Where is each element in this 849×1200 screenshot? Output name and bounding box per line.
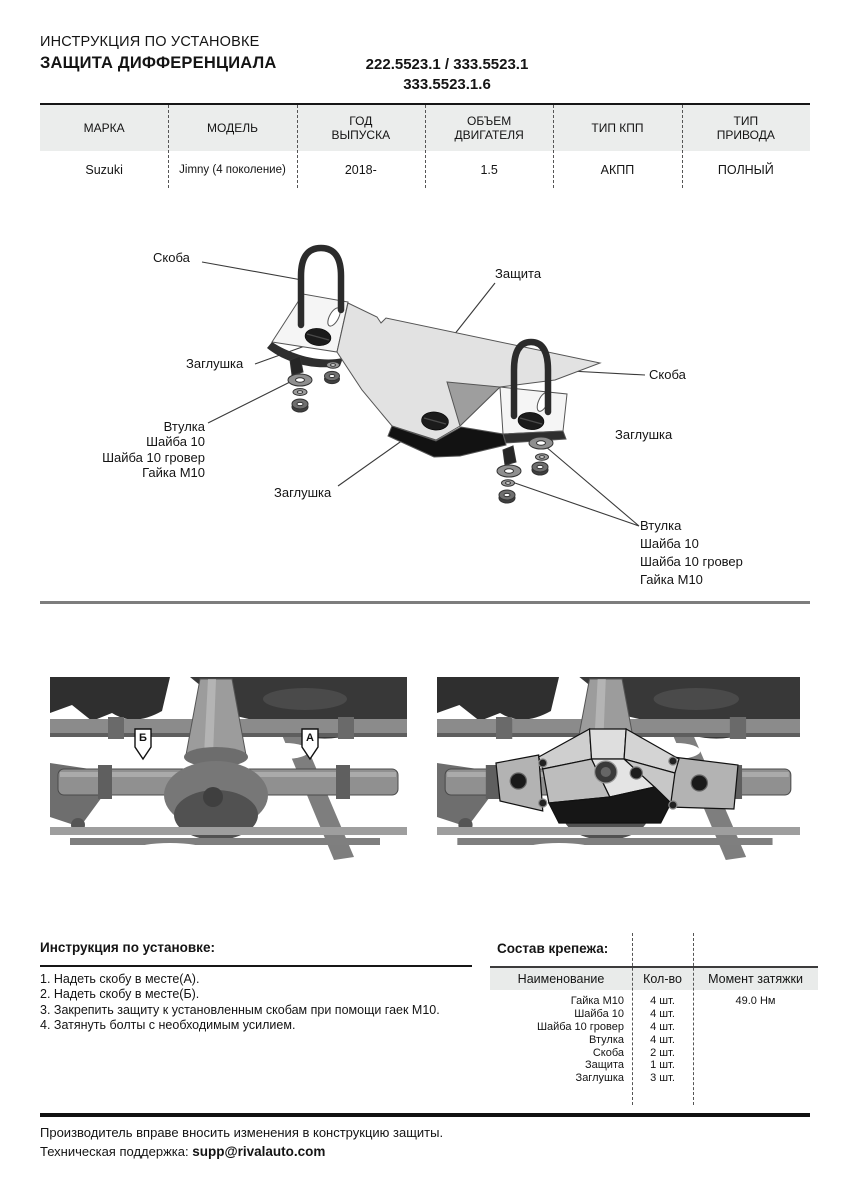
underbody-photo-after <box>437 677 800 860</box>
step-4: 4. Затянуть болты с необходимым усилием. <box>40 1017 296 1032</box>
cell-gearbox: АКПП <box>600 162 635 177</box>
label-zaglushka-left: Заглушка <box>186 356 244 371</box>
footer-divider <box>40 1113 810 1117</box>
doc-title: ЗАЩИТА ДИФФЕРЕНЦИАЛА <box>40 54 277 72</box>
vehicle-table <box>40 103 810 188</box>
section-divider <box>40 601 810 604</box>
step-2: 2. Надеть скобу в месте(Б). <box>40 987 200 1002</box>
instruction-steps <box>40 972 480 1033</box>
col-header-gearbox: ТИП КПП <box>591 121 644 135</box>
vehicle-table-data-row <box>40 151 810 188</box>
col-header-torque: Момент затяжки <box>708 972 803 986</box>
photo-mounting-points <box>50 677 407 860</box>
cell-engine: 1.5 <box>480 162 498 177</box>
hardware-table <box>490 933 818 1105</box>
col-header-model: МОДЕЛЬ <box>207 121 258 135</box>
table-row: Заглушка 3 шт. <box>575 1072 675 1085</box>
exploded-view-diagram <box>40 230 810 600</box>
marker-b-label: Б <box>139 732 147 744</box>
hardware-title: Состав крепежа: <box>497 941 609 956</box>
cell-model: Jimny (4 поколение) <box>179 163 286 176</box>
col-header-drive: ТИП ПРИВОДА <box>716 114 775 142</box>
hardware-rows <box>490 995 818 1085</box>
label-skoba-right: Скоба <box>649 367 686 382</box>
washer-hole <box>296 378 305 382</box>
label-fastener-stack-left: Втулка Шайба 10 Шайба 10 гровер Гайка М10 <box>102 419 205 481</box>
footer-support <box>40 1144 325 1159</box>
doc-subtitle: ИНСТРУКЦИЯ ПО УСТАНОВКЕ <box>40 34 260 50</box>
cell-drive: ПОЛНЫЙ <box>717 162 774 177</box>
label-zaglushka-right: Заглушка <box>615 427 673 442</box>
col-header-year: ГОД ВЫПУСКА <box>331 114 391 142</box>
support-email: supp@rivalauto.com <box>192 1144 326 1159</box>
part-numbers <box>338 55 556 95</box>
table-row: Скоба 2 шт. <box>592 1046 675 1059</box>
instructions-underline <box>40 965 472 967</box>
step-3: 3. Закрепить защиту к установленным скобам при помощи гаек М10. <box>40 1002 440 1017</box>
label-skoba-left: Скоба <box>153 250 190 265</box>
label-fastener-stack-right: Втулка Шайба 10 Шайба 10 гровер Гайка М10 <box>640 518 743 587</box>
table-row: Втулка 4 шт. <box>589 1033 675 1046</box>
label-zaglushka-center: Заглушка <box>274 485 332 500</box>
col-header-name: Наименование <box>517 972 605 986</box>
support-label: Техническая поддержка: <box>40 1144 193 1159</box>
header <box>40 34 276 73</box>
col-header-qty: Кол-во <box>643 972 682 986</box>
table-row: Гайка М10 4 шт. 49.0 Нм <box>570 995 776 1008</box>
instructions-title: Инструкция по установке: <box>40 940 215 955</box>
table-row: Защита 1 шт. <box>585 1059 675 1072</box>
underbody-photo-before <box>50 677 407 860</box>
col-header-engine: ОБЪЕМ ДВИГАТЕЛЯ <box>454 114 524 142</box>
part-numbers-line1: 222.5523.1 / 333.5523.1 <box>365 56 529 73</box>
table-row: Шайба 10 4 шт. <box>574 1008 675 1021</box>
cell-year: 2018- <box>344 162 377 177</box>
footer-disclaimer: Производитель вправе вносить изменения в конструкцию защиты. <box>40 1125 444 1140</box>
photo-installed-guard <box>437 677 800 860</box>
bushing-right <box>503 446 516 465</box>
col-header-marka: МАРКА <box>83 121 125 135</box>
hardware-header-row <box>490 970 818 988</box>
installation-instructions <box>40 940 480 1032</box>
cell-brand: Suzuki <box>85 162 123 177</box>
part-numbers-line2: 333.5523.1.6 <box>403 76 491 93</box>
label-zashchita: Защита <box>495 266 542 281</box>
vehicle-table-header-row <box>40 105 810 151</box>
table-row: Шайба 10 гровер 4 шт. <box>536 1020 675 1033</box>
marker-a-label: А <box>306 732 314 744</box>
step-1: 1. Надеть скобу в месте(А). <box>40 972 200 986</box>
